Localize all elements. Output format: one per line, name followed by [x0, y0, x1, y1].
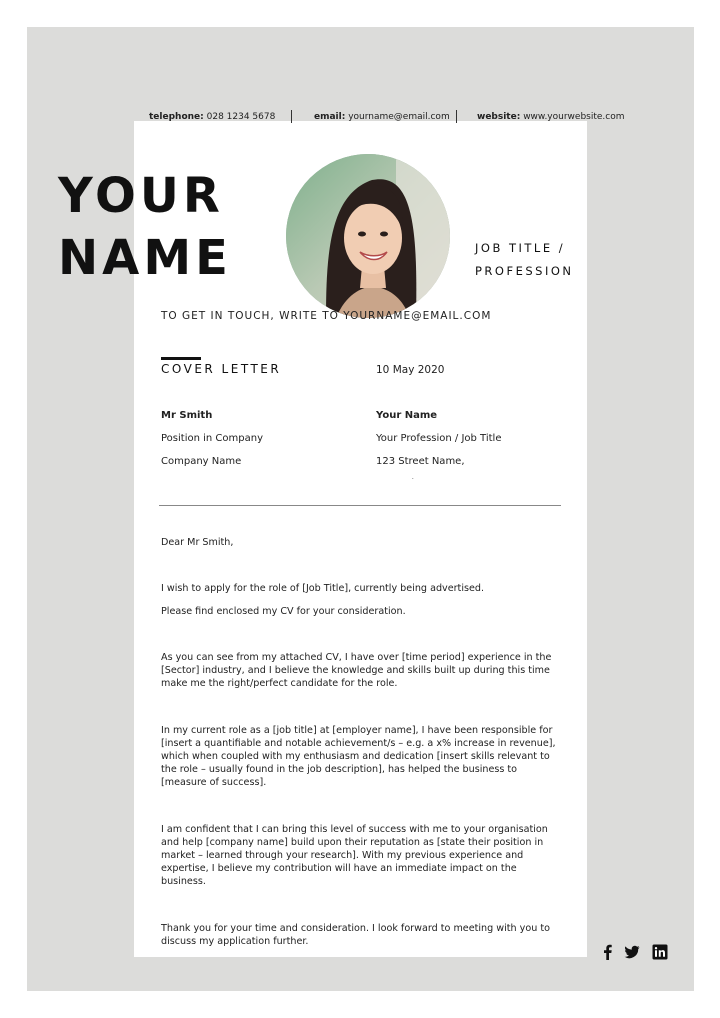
paragraph-confidence: I am confident that I can bring this level of success with me to your organisation and help [company name] build upon their reputation as [state their position in market – learned through your research]. With my previous experience and expertise, I believe my contribution will have an immediate impact on the business. — [161, 824, 548, 887]
sender-street: 123 Street Name, — [376, 456, 465, 467]
email-value: yourname@email.com — [348, 112, 450, 122]
salutation: Dear Mr Smith, — [161, 537, 234, 548]
get-in-touch-text: TO GET IN TOUCH, WRITE TO YOURNAME@EMAIL.COM — [161, 310, 492, 322]
website-contact — [477, 112, 625, 122]
cover-letter-heading: COVER LETTER — [161, 362, 282, 376]
contact-divider — [456, 110, 457, 123]
paragraph-current-role: In my current role as a [job title] at [employer name], I have been responsible for [insert a quantifiable and notable achievement/s – e.g. a x% increase in revenue], which when coupled with my enthusiasm and dedication [insert skills relevant to the role – usually found in the job description], has helped the business to [measure of success]. — [161, 725, 556, 788]
profile-photo — [286, 154, 450, 318]
sender-profession: Your Profession / Job Title — [376, 433, 502, 444]
name-line-2: NAME — [58, 230, 232, 286]
paragraph-closing: Thank you for your time and consideration. I look forward to meeting with you to discuss my application further. — [161, 923, 550, 947]
sender-name: Your Name — [376, 410, 438, 421]
heading-accent-bar — [161, 357, 201, 360]
divider-line — [159, 505, 561, 506]
recipient-name: Mr Smith — [161, 410, 213, 421]
twitter-icon[interactable] — [624, 944, 640, 960]
facebook-icon[interactable] — [600, 944, 616, 960]
contact-divider — [291, 110, 292, 123]
letter-date: 10 May 2020 — [376, 364, 445, 376]
website-label: website: — [477, 112, 521, 122]
job-title-line-1: JOB TITLE / — [475, 241, 566, 255]
paragraph-intro: I wish to apply for the role of [Job Title], currently being advertised. — [161, 583, 485, 594]
paragraph-enclosed: Please find enclosed my CV for your consideration. — [161, 606, 406, 617]
recipient-position: Position in Company — [161, 433, 263, 444]
website-value: www.yourwebsite.com — [523, 112, 625, 122]
email-label: email: — [314, 112, 346, 122]
paragraph-experience: As you can see from my attached CV, I have over [time period] experience in the [Sector] industry, and I believe the knowledge and skills built up during this time make me the right/perfect candidate for the role. — [161, 652, 552, 689]
telephone-value: 028 1234 5678 — [206, 112, 276, 122]
telephone-label: telephone: — [149, 112, 204, 122]
job-title-line-2: PROFESSION — [475, 264, 574, 278]
telephone-contact — [149, 112, 275, 122]
address-cutoff-mask — [150, 479, 580, 491]
email-contact — [314, 112, 450, 122]
recipient-company: Company Name — [161, 456, 242, 467]
name-line-1: YOUR — [58, 168, 224, 224]
linkedin-icon[interactable] — [652, 944, 668, 960]
